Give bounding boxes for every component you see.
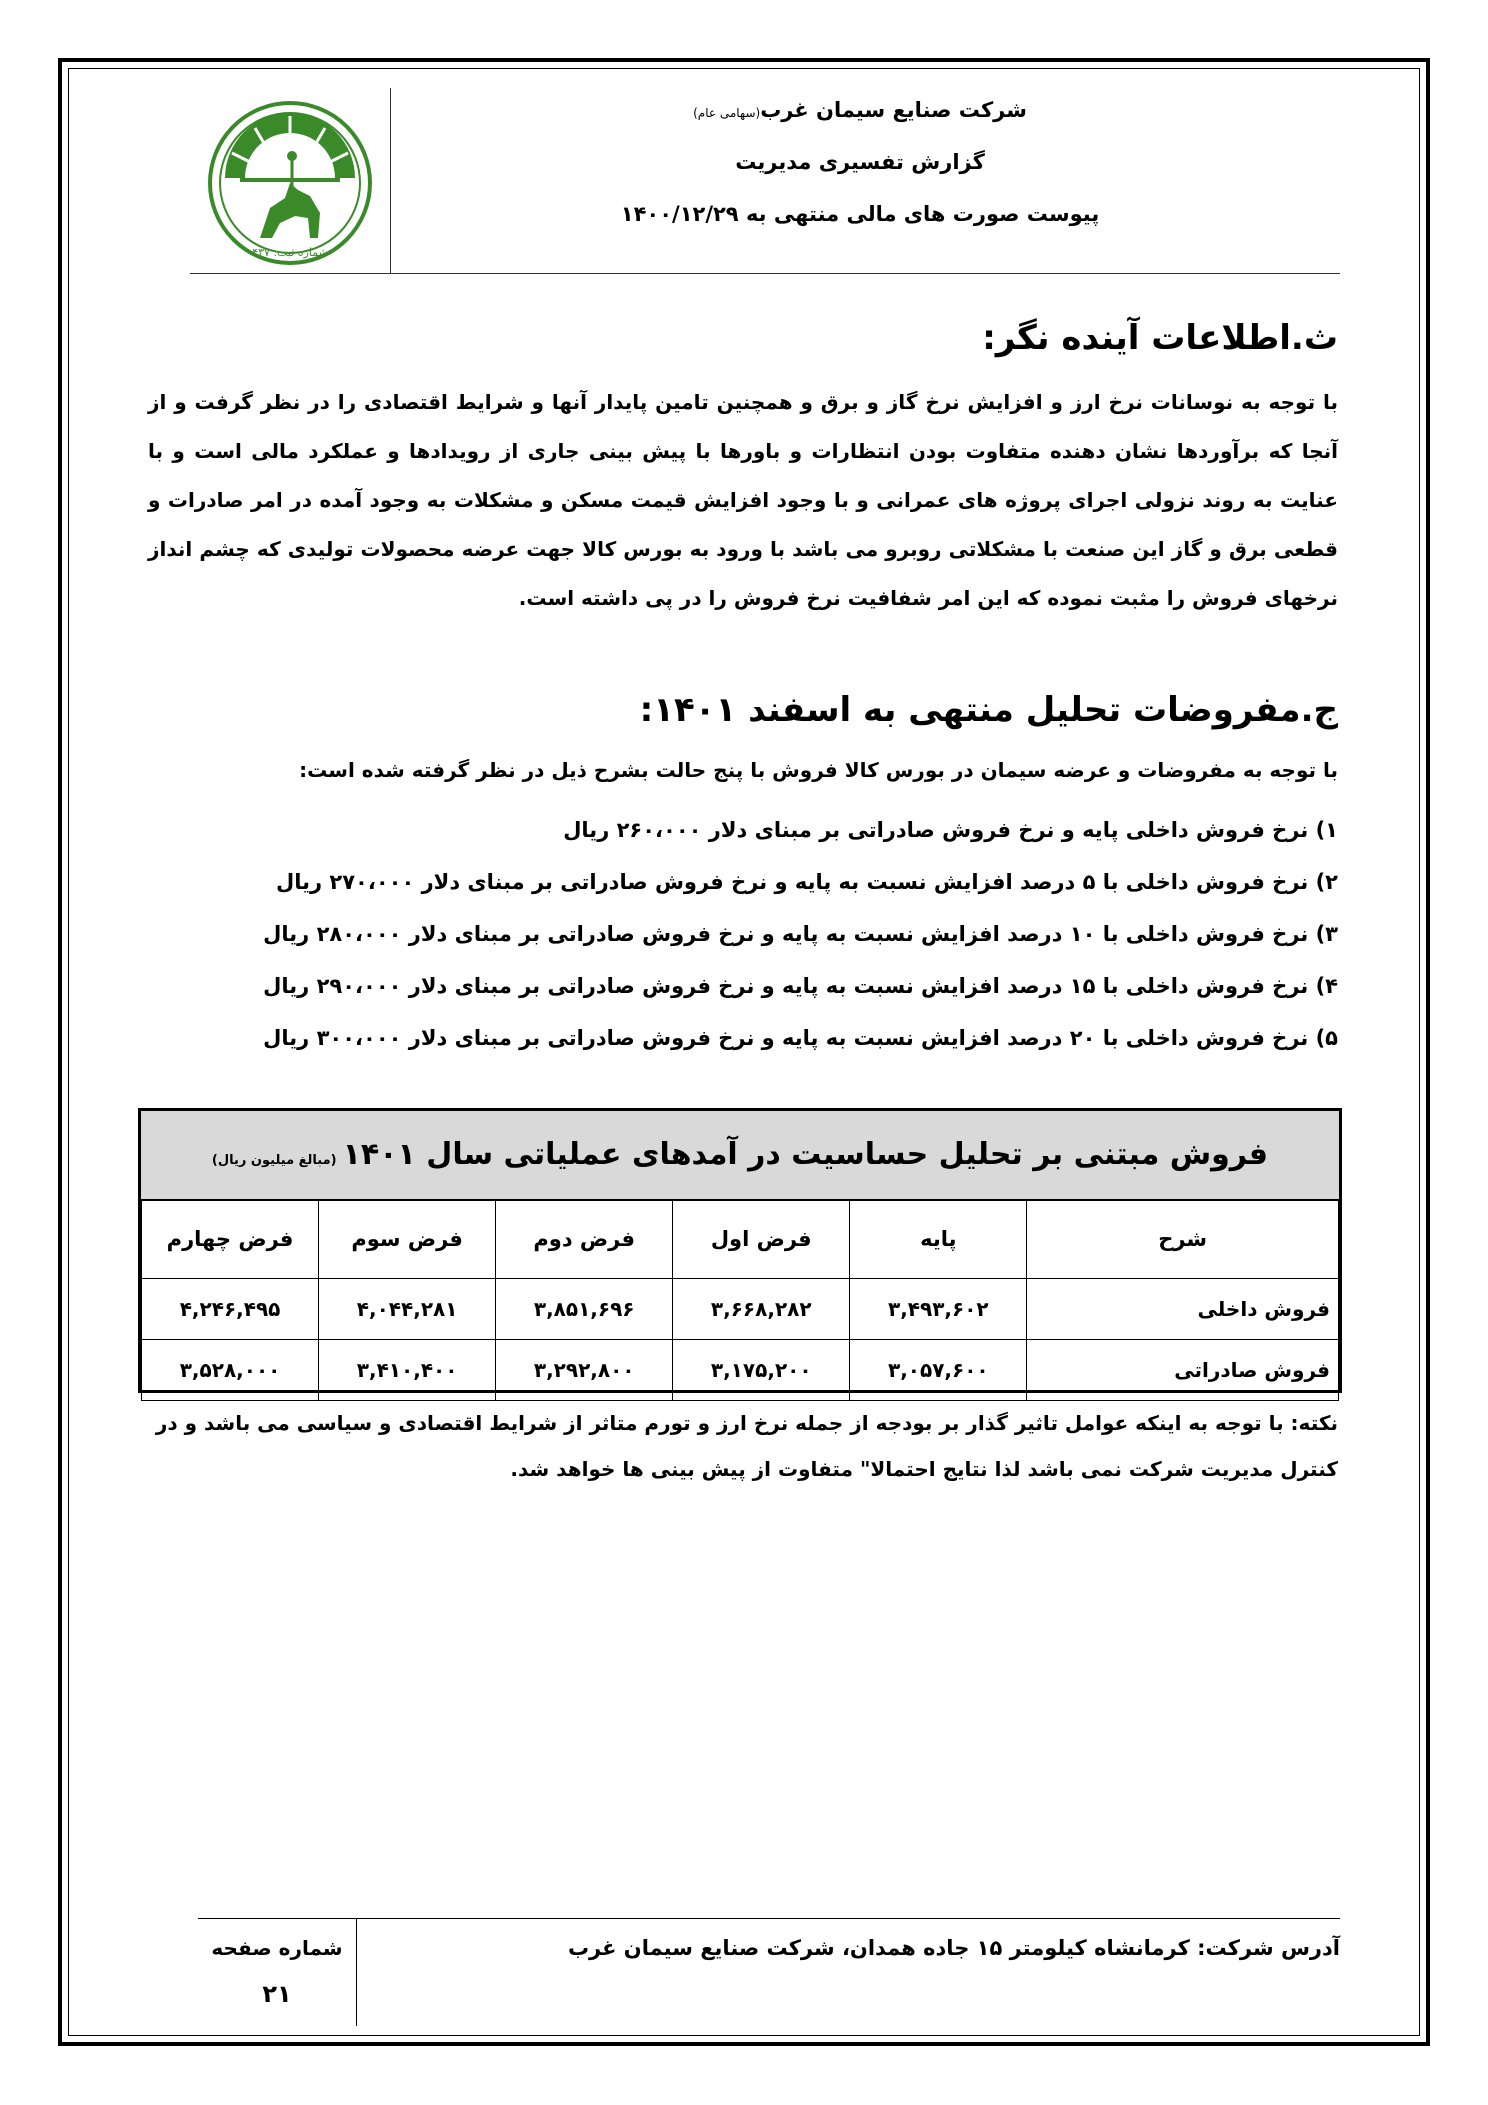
page-header (190, 88, 1340, 278)
cell-value: ۳,۵۲۸,۰۰۰ (142, 1340, 319, 1401)
section-heading-assumptions: ج.مفروضات تحلیل منتهی به اسفند ۱۴۰۱: (639, 690, 1338, 730)
scenario-3: ۳) نرخ فروش داخلی با ۱۰ درصد افزایش نسبت به پایه و نرخ فروش صادراتی بر مبنای دلار ۲۸۰،۰۰۰ ریال (263, 922, 1338, 946)
row-label-export: فروش صادراتی (1027, 1340, 1339, 1401)
company-type: (سهامی عام) (693, 106, 761, 120)
table-header-row (142, 1200, 1339, 1279)
header-rule (190, 273, 1340, 274)
note-line-2: کنترل مدیریت شرکت نمی باشد لذا نتایج احتمالا" متفاوت از پیش بینی ها خواهد شد. (510, 1457, 1338, 1481)
page-footer (198, 1918, 1340, 2028)
company-logo (200, 98, 380, 268)
table-title: فروش مبتنی بر تحلیل حساسیت در آمدهای عملیاتی سال ۱۴۰۱ (342, 1137, 1269, 1172)
table-row (142, 1279, 1339, 1340)
col-header-a4: فرض چهارم (142, 1200, 319, 1279)
footer-divider (356, 1918, 357, 2026)
header-divider (390, 88, 391, 273)
row-label-domestic: فروش داخلی (1027, 1279, 1339, 1340)
cell-value: ۳,۶۶۸,۲۸۲ (673, 1279, 850, 1340)
cell-value: ۳,۴۱۰,۴۰۰ (319, 1340, 496, 1401)
assumptions-lead: با توجه به مفروضات و عرضه سیمان در بورس کالا فروش با پنج حالت بشرح ذیل در نظر گرفته شده است: (299, 758, 1338, 782)
cell-value: ۳,۴۹۳,۶۰۲ (850, 1279, 1027, 1340)
footer-rule (198, 1918, 1340, 1919)
col-header-a3: فرض سوم (319, 1200, 496, 1279)
table-title-bar (141, 1111, 1339, 1201)
section-heading-future: ث.اطلاعات آینده نگر: (982, 318, 1338, 358)
cell-value: ۳,۸۵۱,۶۹۶ (496, 1279, 673, 1340)
report-title: گزارش تفسیری مدیریت (735, 150, 985, 174)
col-header-a1: فرض اول (673, 1200, 850, 1279)
scenario-1: ۱) نرخ فروش داخلی پایه و نرخ فروش صادراتی بر مبنای دلار ۲۶۰،۰۰۰ ریال (563, 818, 1338, 842)
page-border-inner (68, 68, 1420, 2036)
scenario-2: ۲) نرخ فروش داخلی با ۵ درصد افزایش نسبت به پایه و نرخ فروش صادراتی بر مبنای دلار ۲۷۰،۰۰۰ ریال (275, 870, 1338, 894)
page-number-label: شماره صفحه (211, 1936, 343, 1960)
sensitivity-table (138, 1108, 1342, 1393)
statement-line: پیوست صورت های مالی منتهی به ۱۴۰۰/۱۲/۲۹ (620, 202, 1100, 226)
col-header-a2: فرض دوم (496, 1200, 673, 1279)
col-header-base: پایه (850, 1200, 1027, 1279)
company-name: شرکت صنایع سیمان غرب(سهامی عام) (693, 98, 1027, 122)
cell-value: ۳,۰۵۷,۶۰۰ (850, 1340, 1027, 1401)
col-header-desc: شرح (1027, 1200, 1339, 1279)
future-paragraph: با توجه به نوسانات نرخ ارز و افزایش نرخ گاز و برق و همچنین تامین پایدار آنها و شرایط اقتصادی را در نظر گرفت و از آنجا که برآوردها نشان دهنده متفاوت بودن انتظارات و باورها با پیش بینی جاری از رویدادها و عملکرد مالی است و با عنایت به روند نزولی اجرای پروژه های عمرانی و با وجود افزایش قیمت مسکن و مشکلات به وجود آمده در امر صادرات و قطعی برق و گاز این صنعت با مشکلاتی روبرو می باشد با ورود به بورس کالا جهت عرضه محصولات تولیدی که چشم انداز نرخهای فروش را مثبت نموده که این امر شفافیت نرخ فروش را در پی داشته است. (148, 390, 1338, 610)
note-line-1: نکته: با توجه به اینکه عوامل تاثیر گذار بر بودجه از جمله نرخ ارز و تورم متاثر از شرایط اقتصادی و سیاسی می باشد و در (155, 1411, 1338, 1435)
company-address: آدرس شرکت: کرمانشاه کیلومتر ۱۵ جاده همدان، شرکت صنایع سیمان غرب (567, 1936, 1340, 1960)
page-number: ۲۱ (262, 1980, 292, 2008)
logo-registration-text: شماره ثبت: ۴۳۷ (252, 246, 328, 259)
table-unit: (مبالغ میلیون ریال) (211, 1153, 337, 1168)
table-grid (141, 1199, 1339, 1401)
scenario-4: ۴) نرخ فروش داخلی با ۱۵ درصد افزایش نسبت به پایه و نرخ فروش صادراتی بر مبنای دلار ۲۹۰،۰۰۰ ریال (263, 974, 1338, 998)
cell-value: ۴,۰۴۴,۲۸۱ (319, 1279, 496, 1340)
scenario-5: ۵) نرخ فروش داخلی با ۲۰ درصد افزایش نسبت به پایه و نرخ فروش صادراتی بر مبنای دلار ۳۰۰،۰۰۰ ریال (263, 1026, 1338, 1050)
table-row (142, 1340, 1339, 1401)
cell-value: ۴,۲۴۶,۴۹۵ (142, 1279, 319, 1340)
cell-value: ۳,۱۷۵,۲۰۰ (673, 1340, 850, 1401)
cell-value: ۳,۲۹۲,۸۰۰ (496, 1340, 673, 1401)
